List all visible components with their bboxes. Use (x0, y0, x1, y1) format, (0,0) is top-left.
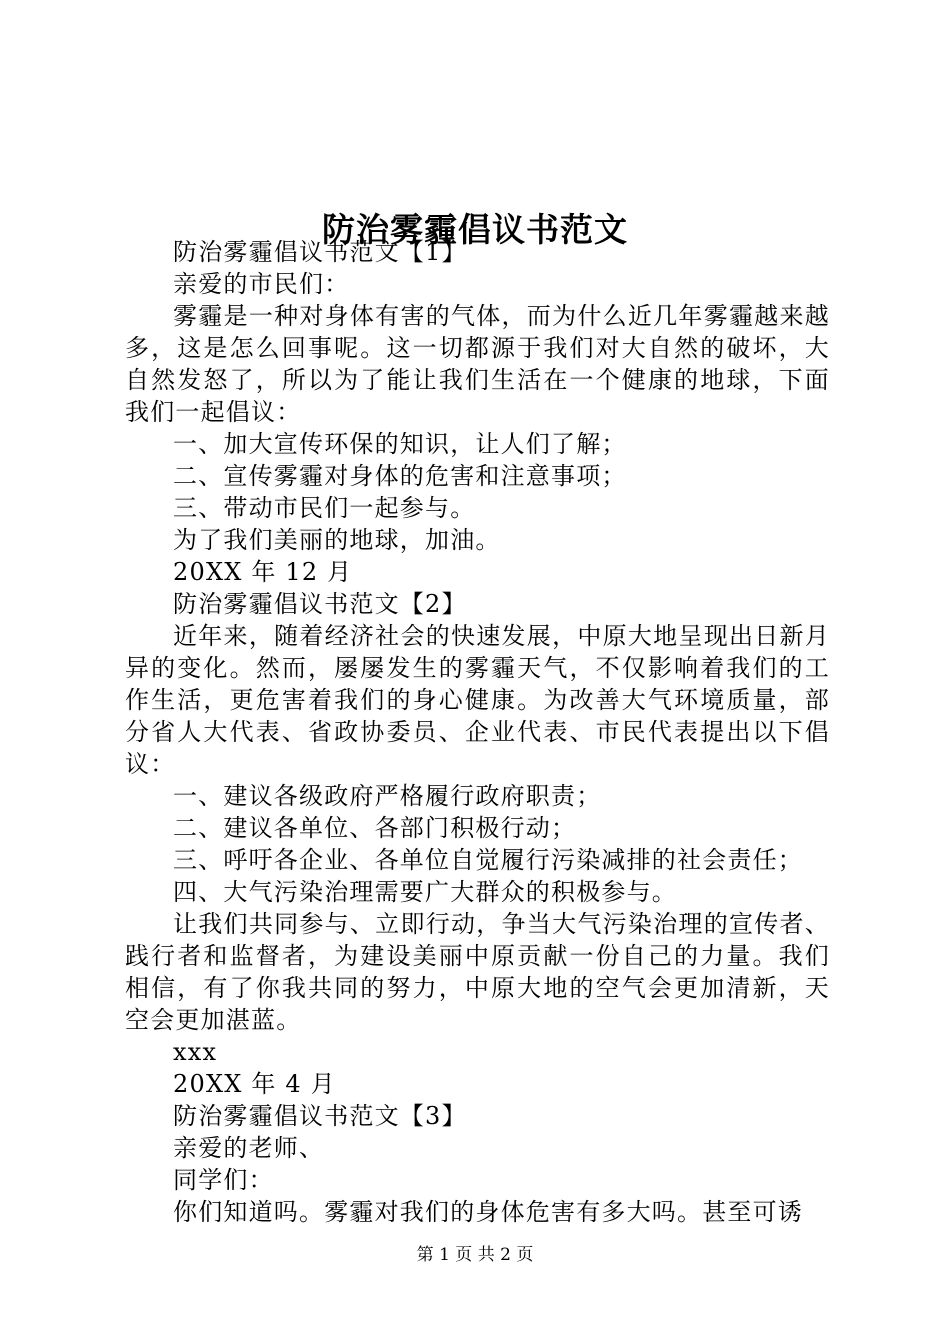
paragraph: 四、大气污染治理需要广大群众的积极参与。 (173, 878, 677, 906)
paragraph: 同学们： (173, 1166, 274, 1194)
paragraph: 你们知道吗。雾霾对我们的身体危害有多大吗。甚至可诱 (173, 1198, 803, 1226)
paragraph: 20XX 年 4 月 (173, 1070, 336, 1098)
paragraph: 防治雾霾倡议书范文【3】 (173, 1102, 467, 1130)
paragraph: 防治雾霾倡议书范文【2】 (173, 590, 467, 618)
paragraph: xxx (173, 1038, 218, 1066)
paragraph: 二、建议各单位、各部门积极行动； (173, 814, 577, 842)
document-title: 防治雾霾倡议书范文 (322, 210, 628, 250)
paragraph: 20XX 年 12 月 (173, 558, 353, 586)
document-body (125, 236, 830, 1228)
paragraph: 一、加大宣传环保的知识，让人们了解； (173, 430, 627, 458)
paragraph: 近年来，随着经济社会的快速发展，中原大地呈现出日新月异的变化。然而，屡屡发生的雾霾天气，不仅影响着我们的工作生活，更危害着我们的身心健康。为改善大气环境质量，部分省人大代表、省政协委员、企业代表、市民代表提出以下倡议： (125, 622, 830, 778)
paragraph: 防治雾霾倡议书范文【1】 (173, 238, 467, 266)
paragraph: 三、呼吁各企业、各单位自觉履行污染减排的社会责任； (173, 846, 803, 874)
paragraph: 亲爱的市民们： (173, 270, 350, 298)
page-footer: 第 1 页 共 2 页 (416, 1245, 534, 1265)
paragraph: 三、带动市民们一起参与。 (173, 494, 476, 522)
paragraph: 亲爱的老师、 (173, 1134, 325, 1162)
paragraph: 雾霾是一种对身体有害的气体，而为什么近几年雾霾越来越多，这是怎么回事呢。这一切都源于我们对大自然的破坏，大自然发怒了，所以为了能让我们生活在一个健康的地球，下面我们一起倡议： (125, 302, 830, 426)
paragraph: 二、宣传雾霾对身体的危害和注意事项； (173, 462, 627, 490)
paragraph: 为了我们美丽的地球，加油。 (173, 526, 501, 554)
paragraph: 让我们共同参与、立即行动，争当大气污染治理的宣传者、践行者和监督者，为建设美丽中原贡献一份自己的力量。我们相信，有了你我共同的努力，中原大地的空气会更加清新，天空会更加湛蓝。 (125, 910, 830, 1034)
paragraph: 一、建议各级政府严格履行政府职责； (173, 782, 602, 810)
